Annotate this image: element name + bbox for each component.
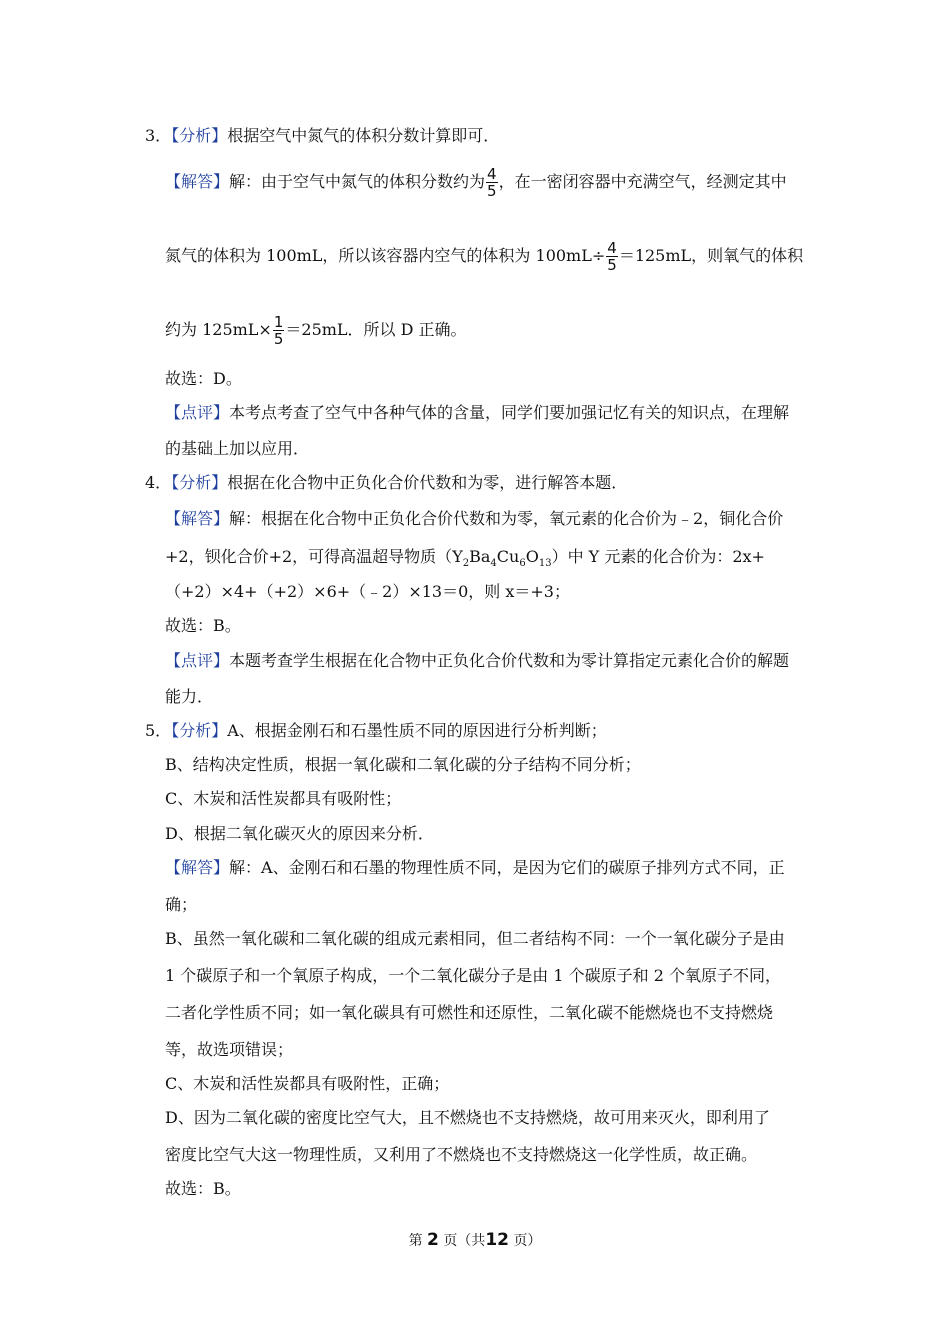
- q5-answer-line-b2: 1 个碳原子和一个氧原子构成，一个二氧化碳分子是由 1 个碳原子和 2 个氧原子不同，: [165, 966, 781, 985]
- q4-comment-text-1: 本题考查学生根据在化合物中正负化合价代数和为零计算指定元素化合价的解题: [229, 651, 790, 670]
- q3-answer-text-3a: 约为 125mL×: [165, 320, 272, 339]
- q5-answer-line-b4: 等，故选项错误；: [165, 1040, 294, 1059]
- q3-answer-line-2: [165, 240, 803, 273]
- q5-number: 5．: [145, 721, 172, 740]
- q4-analysis-tag: 【分析】: [171, 473, 228, 492]
- q4-answer-text-2b: ）中 Y 元素的化合价为：2x+: [551, 547, 765, 566]
- q3-number: 3．: [145, 126, 172, 145]
- q5-analysis-line-b: B、结构决定性质，根据一氧化碳和二氧化碳的分子结构不同分析；: [165, 755, 641, 774]
- q3-answer-text-3b: ＝25mL．所以 D 正确。: [285, 320, 467, 339]
- q3-comment-text-1: 本考点考查了空气中各种气体的含量，同学们要加强记忆有关的知识点，在理解: [229, 403, 790, 422]
- q4-answer-line-1: [165, 509, 783, 529]
- q4-answer-line-2: [165, 547, 765, 574]
- q4-comment-tag: 【点评】: [165, 651, 230, 670]
- q3-fraction-four-fifths-2: $\frac{4}{5}$: [607, 239, 617, 274]
- q4-answer-tag: 【解答】: [165, 509, 230, 528]
- q5-choice: 故选：B。: [165, 1179, 241, 1198]
- q4-analysis-line: [145, 473, 627, 493]
- q4-comment-line-1: [165, 651, 789, 671]
- q5-analysis-text-a: A、根据金刚石和石墨性质不同的原因进行分析判断；: [227, 721, 607, 740]
- q5-answer-line-b3: 二者化学性质不同；如一氧化碳具有可燃性和还原性，二氧化碳不能燃烧也不支持燃烧: [165, 1003, 774, 1022]
- q4-number: 4．: [145, 473, 172, 492]
- q3-answer-text-2a: 氮气的体积为 100mL，所以该容器内空气的体积为 100mL÷: [165, 246, 606, 265]
- q3-comment-line-1: [165, 403, 789, 423]
- page-footer: 第 2 页（共12 页）: [408, 1230, 542, 1250]
- q4-answer-text-2a: +2，钡化合价+2，可得高温超导物质（: [165, 547, 453, 566]
- q4-analysis-text: 根据在化合物中正负化合价代数和为零，进行解答本题．: [227, 473, 628, 492]
- q3-answer-text-2b: ＝125mL，则氧气的体积: [618, 246, 804, 265]
- q4-formula: $Y_2Ba_4Cu_6O_{13}$: [452, 547, 552, 570]
- q3-answer-text-1a: 解：由于空气中氮气的体积分数约为: [229, 172, 486, 191]
- page-total: 12: [485, 1230, 509, 1250]
- q3-answer-text-1b: ，在一密闭容器中充满空气，经测定其中: [498, 172, 787, 191]
- q3-fraction-four-fifths: $\frac{4}{5}$: [487, 165, 497, 200]
- q4-comment-line-2: 能力．: [165, 687, 214, 706]
- q5-answer-line-d1: D、因为二氧化碳的密度比空气大，且不燃烧也不支持燃烧，故可用来灭火，即利用了: [165, 1108, 770, 1127]
- q5-answer-line-a2: 确；: [165, 895, 198, 914]
- q3-answer-tag: 【解答】: [165, 172, 230, 191]
- q5-answer-line-a1: [165, 858, 785, 878]
- q3-comment-tag: 【点评】: [165, 403, 230, 422]
- q3-analysis-tag: 【分析】: [171, 126, 228, 145]
- q3-comment-line-2: 的基础上加以应用．: [165, 439, 310, 458]
- q5-answer-line-d2: 密度比空气大这一物理性质，又利用了不燃烧也不支持燃烧这一化学性质，故正确。: [165, 1145, 758, 1164]
- q4-answer-line-3: （+2）×4+（+2）×6+（﹣2）×13＝0，则 x＝+3；: [165, 582, 570, 601]
- page-number: 2: [427, 1230, 439, 1250]
- q3-fraction-one-fifth: $\frac{1}{5}$: [273, 313, 284, 348]
- q5-analysis-tag: 【分析】: [171, 721, 228, 740]
- q5-answer-line-c: C、木炭和活性炭都具有吸附性，正确；: [165, 1074, 450, 1093]
- q3-analysis-line: [145, 126, 499, 146]
- q5-answer-tag: 【解答】: [165, 858, 230, 877]
- q3-answer-line-1: [165, 166, 787, 199]
- q3-answer-line-3: [165, 314, 467, 347]
- q4-answer-text-1: 解：根据在化合物中正负化合价代数和为零，氧元素的化合价为﹣2，铜化合价: [229, 509, 784, 528]
- q3-choice: 故选：D。: [165, 369, 242, 388]
- q5-answer-text-a1: 解：A、金刚石和石墨的物理性质不同，是因为它们的碳原子排列方式不同，正: [229, 858, 785, 877]
- q5-answer-line-b1: B、虽然一氧化碳和二氧化碳的组成元素相同，但二者结构不同：一个一氧化碳分子是由: [165, 929, 785, 948]
- q5-analysis-line-a: [145, 721, 607, 741]
- q4-choice: 故选：B。: [165, 616, 241, 635]
- q3-analysis-text: 根据空气中氮气的体积分数计算即可．: [227, 126, 500, 145]
- q5-analysis-line-d: D、根据二氧化碳灭火的原因来分析．: [165, 824, 434, 843]
- q5-analysis-line-c: C、木炭和活性炭都具有吸附性；: [165, 789, 402, 808]
